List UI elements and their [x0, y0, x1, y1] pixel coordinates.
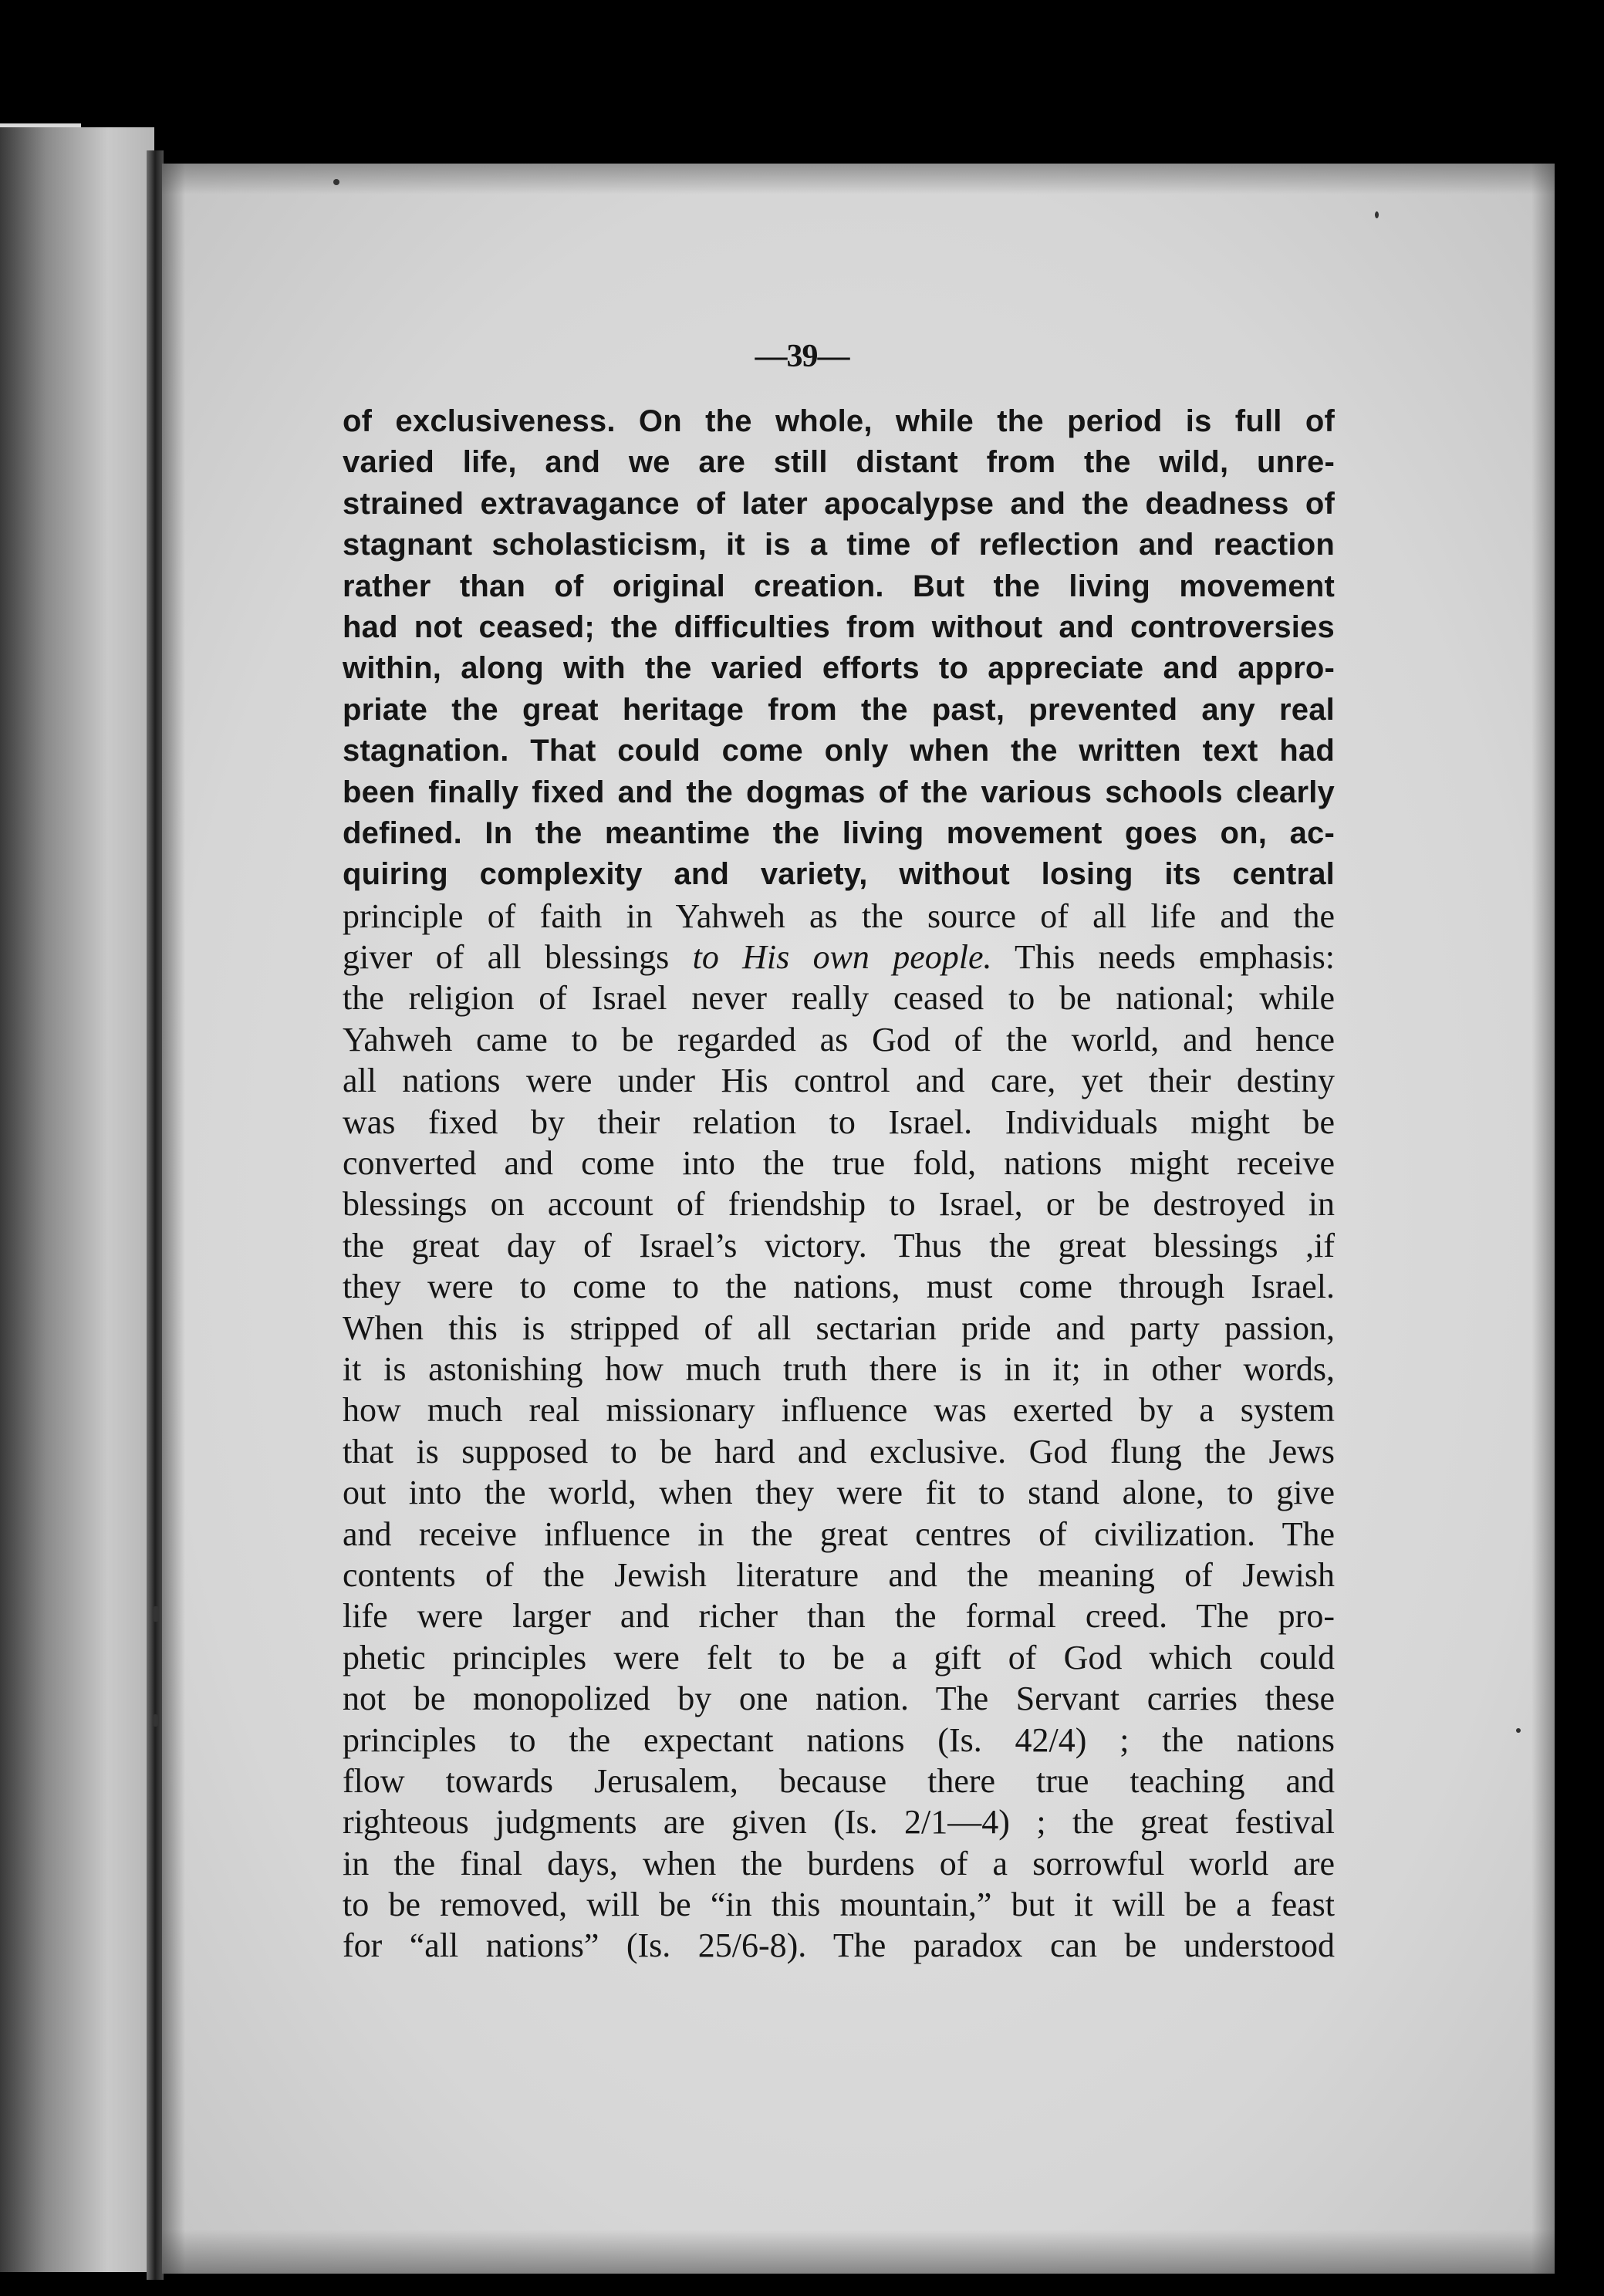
text-line: principle of faith in Yahweh as the source of all life and the [343, 896, 1335, 935]
text-line: in the final days, when the burdens of a sorrowful world are [343, 1844, 1335, 1882]
adjacent-page-edge [0, 127, 154, 2272]
text-line: phetic principles were felt to be a gift of God which could [343, 1638, 1335, 1676]
text-line: priate the great heritage from the past, prevented any real [343, 692, 1335, 727]
text-line: defined. In the meantime the living movement goes on, ac- [343, 815, 1335, 850]
italic-phrase: to His own people. [692, 938, 992, 977]
text-line: had not ceased; the difficulties from without and controversies [343, 609, 1335, 644]
text-line: that is supposed to be hard and exclusive. God flung the Jews [343, 1432, 1335, 1470]
page-number: —39— [755, 339, 849, 374]
scan-speck [1375, 211, 1379, 218]
text-line: not be monopolized by one nation. The Servant carries these [343, 1680, 1335, 1718]
text-line: When this is stripped of all sectarian pride and party passion, [343, 1308, 1335, 1347]
text-line: righteous judgments are given (Is. 2/1—4) ; the great festival [343, 1803, 1335, 1842]
page-shadow-left [162, 164, 185, 2274]
text-line: the great day of Israel’s victory. Thus the great blessings ,if [343, 1226, 1335, 1264]
text-line: quiring complexity and variety, without losing its central [343, 857, 1335, 892]
text-line: varied life, and we are still distant from the wild, unre- [343, 445, 1335, 480]
text-line: converted and come into the true fold, nations might receive [343, 1144, 1335, 1183]
text-line: stagnation. That could come only when the written text had [343, 734, 1335, 768]
text-line: principles to the expectant nations (Is. 42/4) ; the nations [343, 1720, 1335, 1759]
page-shadow-top [162, 164, 1555, 194]
text-line: life were larger and richer than the formal creed. The pro- [343, 1597, 1335, 1636]
text-line: contents of the Jewish literature and the meaning of Jewish [343, 1555, 1335, 1594]
text-line: strained extravagance of later apocalypse and the deadness of [343, 486, 1335, 521]
text-line: was fixed by their relation to Israel. Individuals might be [343, 1102, 1335, 1141]
text-line [343, 937, 1335, 977]
body-text [343, 401, 1335, 1967]
book-gutter [147, 150, 164, 2280]
scan-speck [1516, 1728, 1521, 1733]
text-line: of exclusiveness. On the whole, while the period is full of [343, 404, 1335, 438]
text-line: blessings on account of friendship to Israel, or be destroyed in [343, 1185, 1335, 1224]
text-line: to be removed, will be “in this mountain,” but it will be a feast [343, 1886, 1335, 1924]
scan-speck [153, 1606, 159, 1622]
page-shadow-bottom [162, 2230, 1555, 2274]
page-shadow-right [1531, 164, 1555, 2274]
text-line: within, along with the varied efforts to appreciate and appro- [343, 651, 1335, 686]
text-line: they were to come to the nations, must come through Israel. [343, 1268, 1335, 1306]
scan-speck [333, 179, 339, 185]
text-line: flow towards Jerusalem, because there true teaching and [343, 1761, 1335, 1800]
text-line-tail: This needs emphasis: [991, 938, 1335, 977]
text-line: for “all nations” (Is. 25/6-8). The paradox can be understood [343, 1926, 1335, 1965]
scan-speck [153, 1714, 158, 1727]
text-line: stagnant scholasticism, it is a time of reflection and reaction [343, 528, 1335, 562]
text-line-lead: giver of all blessings [343, 938, 693, 977]
text-line: all nations were under His control and care, yet their destiny [343, 1062, 1335, 1100]
text-line: it is astonishing how much truth there is in it; in other words, [343, 1349, 1335, 1388]
text-line: been finally fixed and the dogmas of the various schools clearly [343, 775, 1335, 809]
text-line: and receive influence in the great centres of civilization. The [343, 1514, 1335, 1553]
text-line: rather than of original creation. But the living movement [343, 569, 1335, 603]
text-line: out into the world, when they were fit to stand alone, to give [343, 1474, 1335, 1512]
text-line: the religion of Israel never really ceased to be national; while [343, 979, 1335, 1018]
text-line: how much real missionary influence was exerted by a system [343, 1391, 1335, 1430]
text-line: Yahweh came to be regarded as God of the world, and hence [343, 1020, 1335, 1059]
